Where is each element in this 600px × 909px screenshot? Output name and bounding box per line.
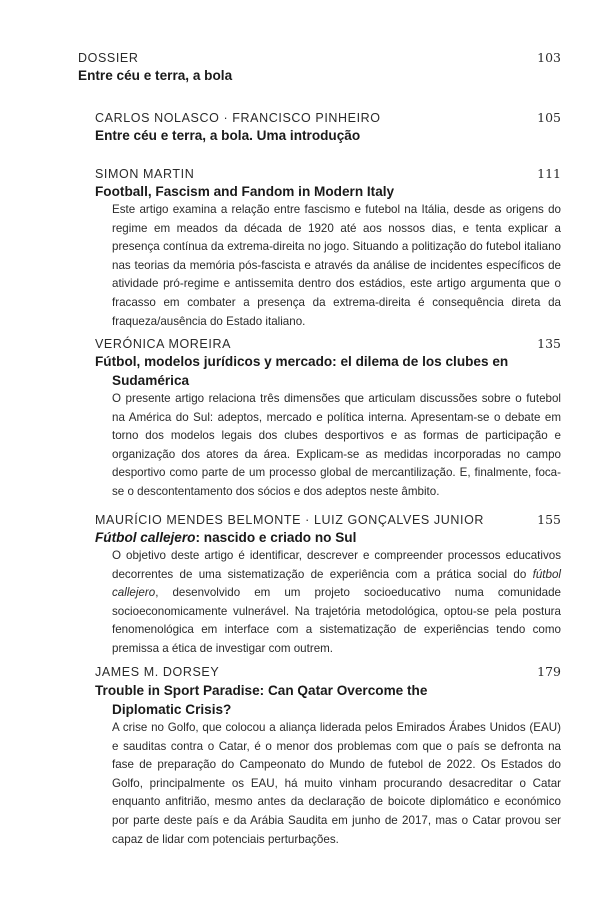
article-header [95,336,561,351]
dossier-page-number: 103 [537,50,561,65]
article-title: Football, Fascism and Fandom in Modern Italy [95,184,395,199]
abstract-italic-term: fútbol callejero [112,567,561,600]
article-title-rest: : nascido e criado no Sul [195,530,357,545]
article-authors: SIMON MARTIN [95,167,195,181]
article-title: Entre céu e terra, a bola. Uma introdução [95,128,361,143]
article-abstract: Este artigo examina a relação entre fascismo e futebol na Itália, desde as origens do regime em meados da década de 1920 até aos nossos dias, e tenta explicar a presença contínua da extrema-direita no jogo. Situando a politização do futebol italiano nas teorias da memória pós-fascista e através da análise de incidentes específicos de atividade pró-regime e antissemita dentro dos estádios, este artigo argumenta que o fracasso em combater a presença da extrema-direita é consequência direta da fraqueza/ausência do Estado italiano. [112,203,561,328]
article-page-number: 105 [537,110,561,125]
article-abstract: O presente artigo relaciona três dimensões que articulam discussões sobre o futebol na América do Sul: adeptos, mercado e política interna. Apresentam-se o debate em torno dos modelos legais dos clubes desportivos e as formas de participação e organização dos atores da área. Explicam-se as medidas incorporadas no campo desportivo como parte de um processo global de mercantilização. E, finalmente, foca-se o descontentamento dos sócios e dos adeptos neste âmbito. [112,392,561,498]
article-authors: JAMES M. DORSEY [95,665,220,679]
article-header [95,166,561,181]
dossier-header [78,50,561,65]
article-page-number: 179 [537,664,561,679]
article-authors: VERÓNICA MOREIRA [95,337,232,351]
article-header [95,664,561,679]
dossier-title: Entre céu e terra, a bola [78,68,233,83]
article-title: Trouble in Sport Paradise: Can Qatar Overcome the Diplomatic Crisis? [95,683,428,717]
article-abstract: A crise no Golfo, que colocou a aliança liderada pelos Emirados Árabes Unidos (EAU) e sauditas contra o Catar, é o menor dos problemas com que o país se defronta na fase de preparação do Campeonato do Mundo de futebol de 2022. Os Estados do Golfo, principalmente os EAU, há muito vinham procurando desacreditar o Catar enquanto anfitrião, mesmo antes da declaração de boicote diplomático e económico por parte deste país e da Arábia Saudita em junho de 2017, mas o Catar provou ser capaz de lidar com potenciais perturbações. [112,721,561,846]
article-title-italic: Fútbol callejero [95,530,196,545]
article-page-number: 135 [537,336,561,351]
article-page-number: 111 [537,166,561,181]
abstract-part: O objetivo deste artigo é identificar, descrever e compreender processos educativos decorrentes de uma sistematização de experiência com a prática social do [112,549,561,581]
article-header [95,512,561,527]
article-abstract [112,547,561,659]
dossier-label: DOSSIER [78,51,139,65]
article-authors: CARLOS NOLASCO · FRANCISCO PINHEIRO [95,111,381,125]
article-authors: MAURÍCIO MENDES BELMONTE · LUIZ GONÇALVES JUNIOR [95,513,485,527]
article-header [95,110,561,125]
article-title: Fútbol, modelos jurídicos y mercado: el dilema de los clubes en Sudamérica [95,354,509,388]
abstract-part: , desenvolvido em um projeto socioeducativo numa comunidade socioeconomicamente vulnerável. Na trajetória metodológica, optou-se pela postura fenomenológica em interface com a sistematização de experiências tendo como premissa a ética de investigar com outrem. [112,586,561,655]
article-title [95,528,561,547]
article-page-number: 155 [537,512,561,527]
